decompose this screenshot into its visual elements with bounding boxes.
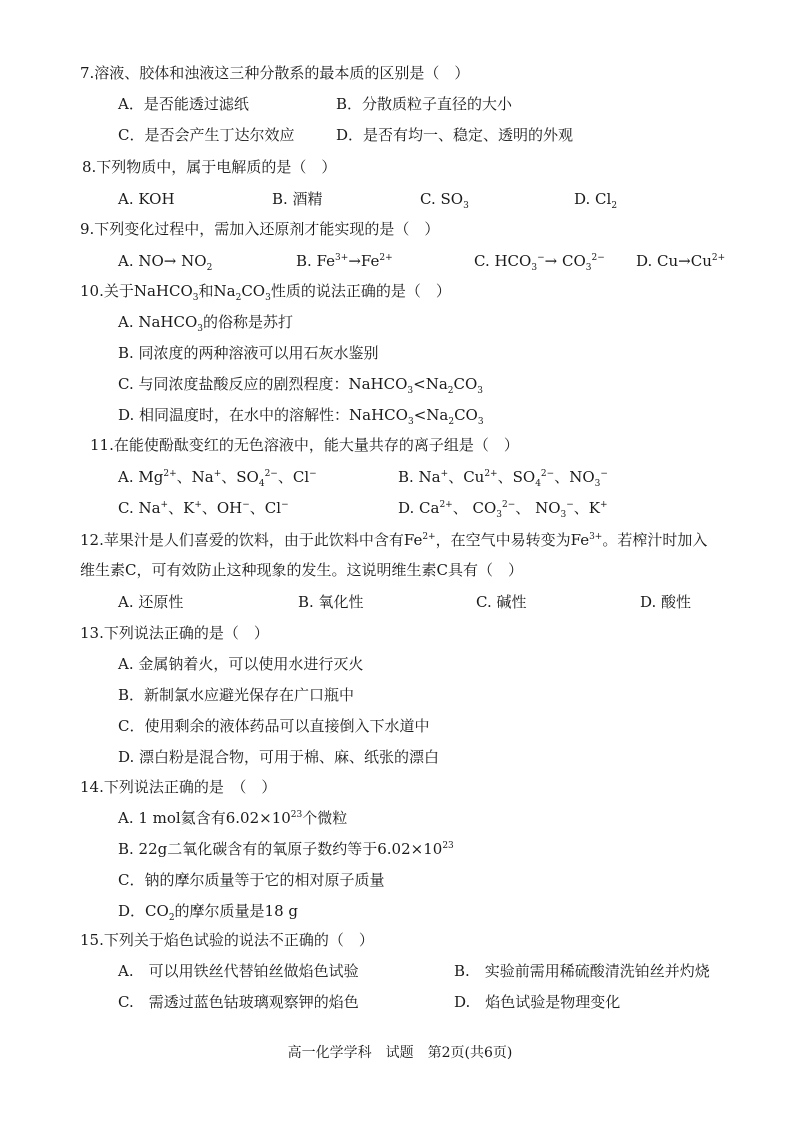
page-footer: 高一化学学科 试题 第2页(共6页) — [287, 1045, 513, 1061]
q13-option-d: D. 漂白粉是混合物，可用于棉、麻、纸张的漂白 — [118, 748, 440, 766]
question-13-stem: 13.下列说法正确的是（ ） — [80, 624, 269, 642]
q11-option-a: A. $Mg^{2+}$、Na+、$SO_4^{2-}$、Cl− — [118, 468, 317, 489]
q11-option-c: C. Na+、K+、OH−、Cl− — [118, 499, 289, 517]
q13-option-a: A. 金属钠着火，可以使用水进行灭火 — [118, 655, 364, 673]
q7-option-b: B．分散质粒子直径的大小 — [336, 95, 513, 113]
question-12-stem: 12.苹果汁是人们喜爱的饮料，由于此饮料中含有$Fe^{2+}$，在空气中易转变为$Fe^{3+}$。若榨汁时加入 — [80, 531, 708, 549]
q15-option-a: A. 可以用铁丝代替铂丝做焰色试验 — [118, 962, 359, 980]
q10-option-a: A. NaHCO$_3$的俗称是苏打 — [118, 313, 294, 334]
q7-option-a: A．是否能透过滤纸 — [118, 95, 249, 113]
q11-option-b: B. Na+、$Cu^{2+}$、$SO_4^{2-}$、$NO_3^-$ — [398, 468, 608, 489]
q7-option-d: D．是否有均一、稳定、透明的外观 — [336, 126, 574, 144]
q12-option-a: A. 还原性 — [118, 593, 184, 611]
q12-option-d: D. 酸性 — [640, 593, 692, 611]
question-14-stem: 14.下列说法正确的是 （ ） — [80, 778, 277, 796]
q13-option-b: B．新制氯水应避光保存在广口瓶中 — [118, 686, 355, 704]
q15-option-b: B. 实验前需用稀硫酸清洗铂丝并灼烧 — [454, 962, 710, 980]
q14-option-a: A. 1 mol氦含有$6.02\times 10^{23}$个微粒 — [118, 809, 348, 827]
q12-option-b: B. 氧化性 — [298, 593, 364, 611]
q10-option-c: C. 与同浓度盐酸反应的剧烈程度：$NaHCO_3<Na_2CO_3$ — [118, 375, 484, 396]
question-10-stem: 10.关于NaHCO$_3$和$Na_2CO_3$性质的说法正确的是（ ） — [80, 282, 451, 303]
q14-option-b: B. 22g二氧化碳含有的氧原子数约等于$6.02\times 10^{23}$ — [118, 840, 454, 858]
q7-option-c: C．是否会产生丁达尔效应 — [118, 126, 295, 144]
question-7-stem: 7.溶液、胶体和浊液这三种分散系的最本质的区别是（ ） — [80, 64, 470, 82]
q8-option-d: D. $Cl_2$ — [574, 190, 618, 211]
q9-option-a: A. $NO\to NO_2$ — [118, 252, 213, 273]
q15-option-c: C. 需透过蓝色钴玻璃观察钾的焰色 — [118, 993, 359, 1011]
q15-option-d: D. 焰色试验是物理变化 — [454, 993, 621, 1011]
q9-option-b: B. $Fe^{3+}\to Fe^{2+}$ — [296, 252, 393, 270]
q10-option-d: D. 相同温度时，在水中的溶解性：$NaHCO_3<Na_2CO_3$ — [118, 406, 484, 427]
q14-option-c: C．钠的摩尔质量等于它的相对原子质量 — [118, 871, 385, 889]
question-12-stem-line2: 维生素C，可有效防止这种现象的发生。这说明维生素C具有（ ） — [80, 561, 523, 579]
q9-option-d: D. $Cu\to Cu^{2+}$ — [636, 252, 726, 270]
q14-option-d: D．$CO_2$的摩尔质量是18 g — [118, 902, 299, 923]
q12-option-c: C. 碱性 — [476, 593, 527, 611]
q11-option-d: D. $Ca^{2+}$、 $CO_3^{2-}$、 $NO_3^-$、K+ — [398, 499, 608, 520]
question-15-stem: 15.下列关于焰色试验的说法不正确的（ ） — [80, 931, 374, 949]
q8-option-c: C. $SO_3$ — [420, 190, 469, 211]
q13-option-c: C．使用剩余的液体药品可以直接倒入下水道中 — [118, 717, 430, 735]
question-8-stem: 8.下列物质中，属于电解质的是（ ） — [82, 158, 337, 176]
question-11-stem: 11.在能使酚酞变红的无色溶液中，能大量共存的离子组是（ ） — [90, 436, 519, 454]
q8-option-b: B. 酒精 — [272, 190, 323, 208]
q8-option-a: A. KOH — [118, 190, 175, 208]
q9-option-c: C. $HCO_3^-\to CO_3^{2-}$ — [474, 252, 605, 273]
q10-option-b: B. 同浓度的两种溶液可以用石灰水鉴别 — [118, 344, 379, 362]
question-9-stem: 9.下列变化过程中，需加入还原剂才能实现的是（ ） — [80, 220, 440, 238]
